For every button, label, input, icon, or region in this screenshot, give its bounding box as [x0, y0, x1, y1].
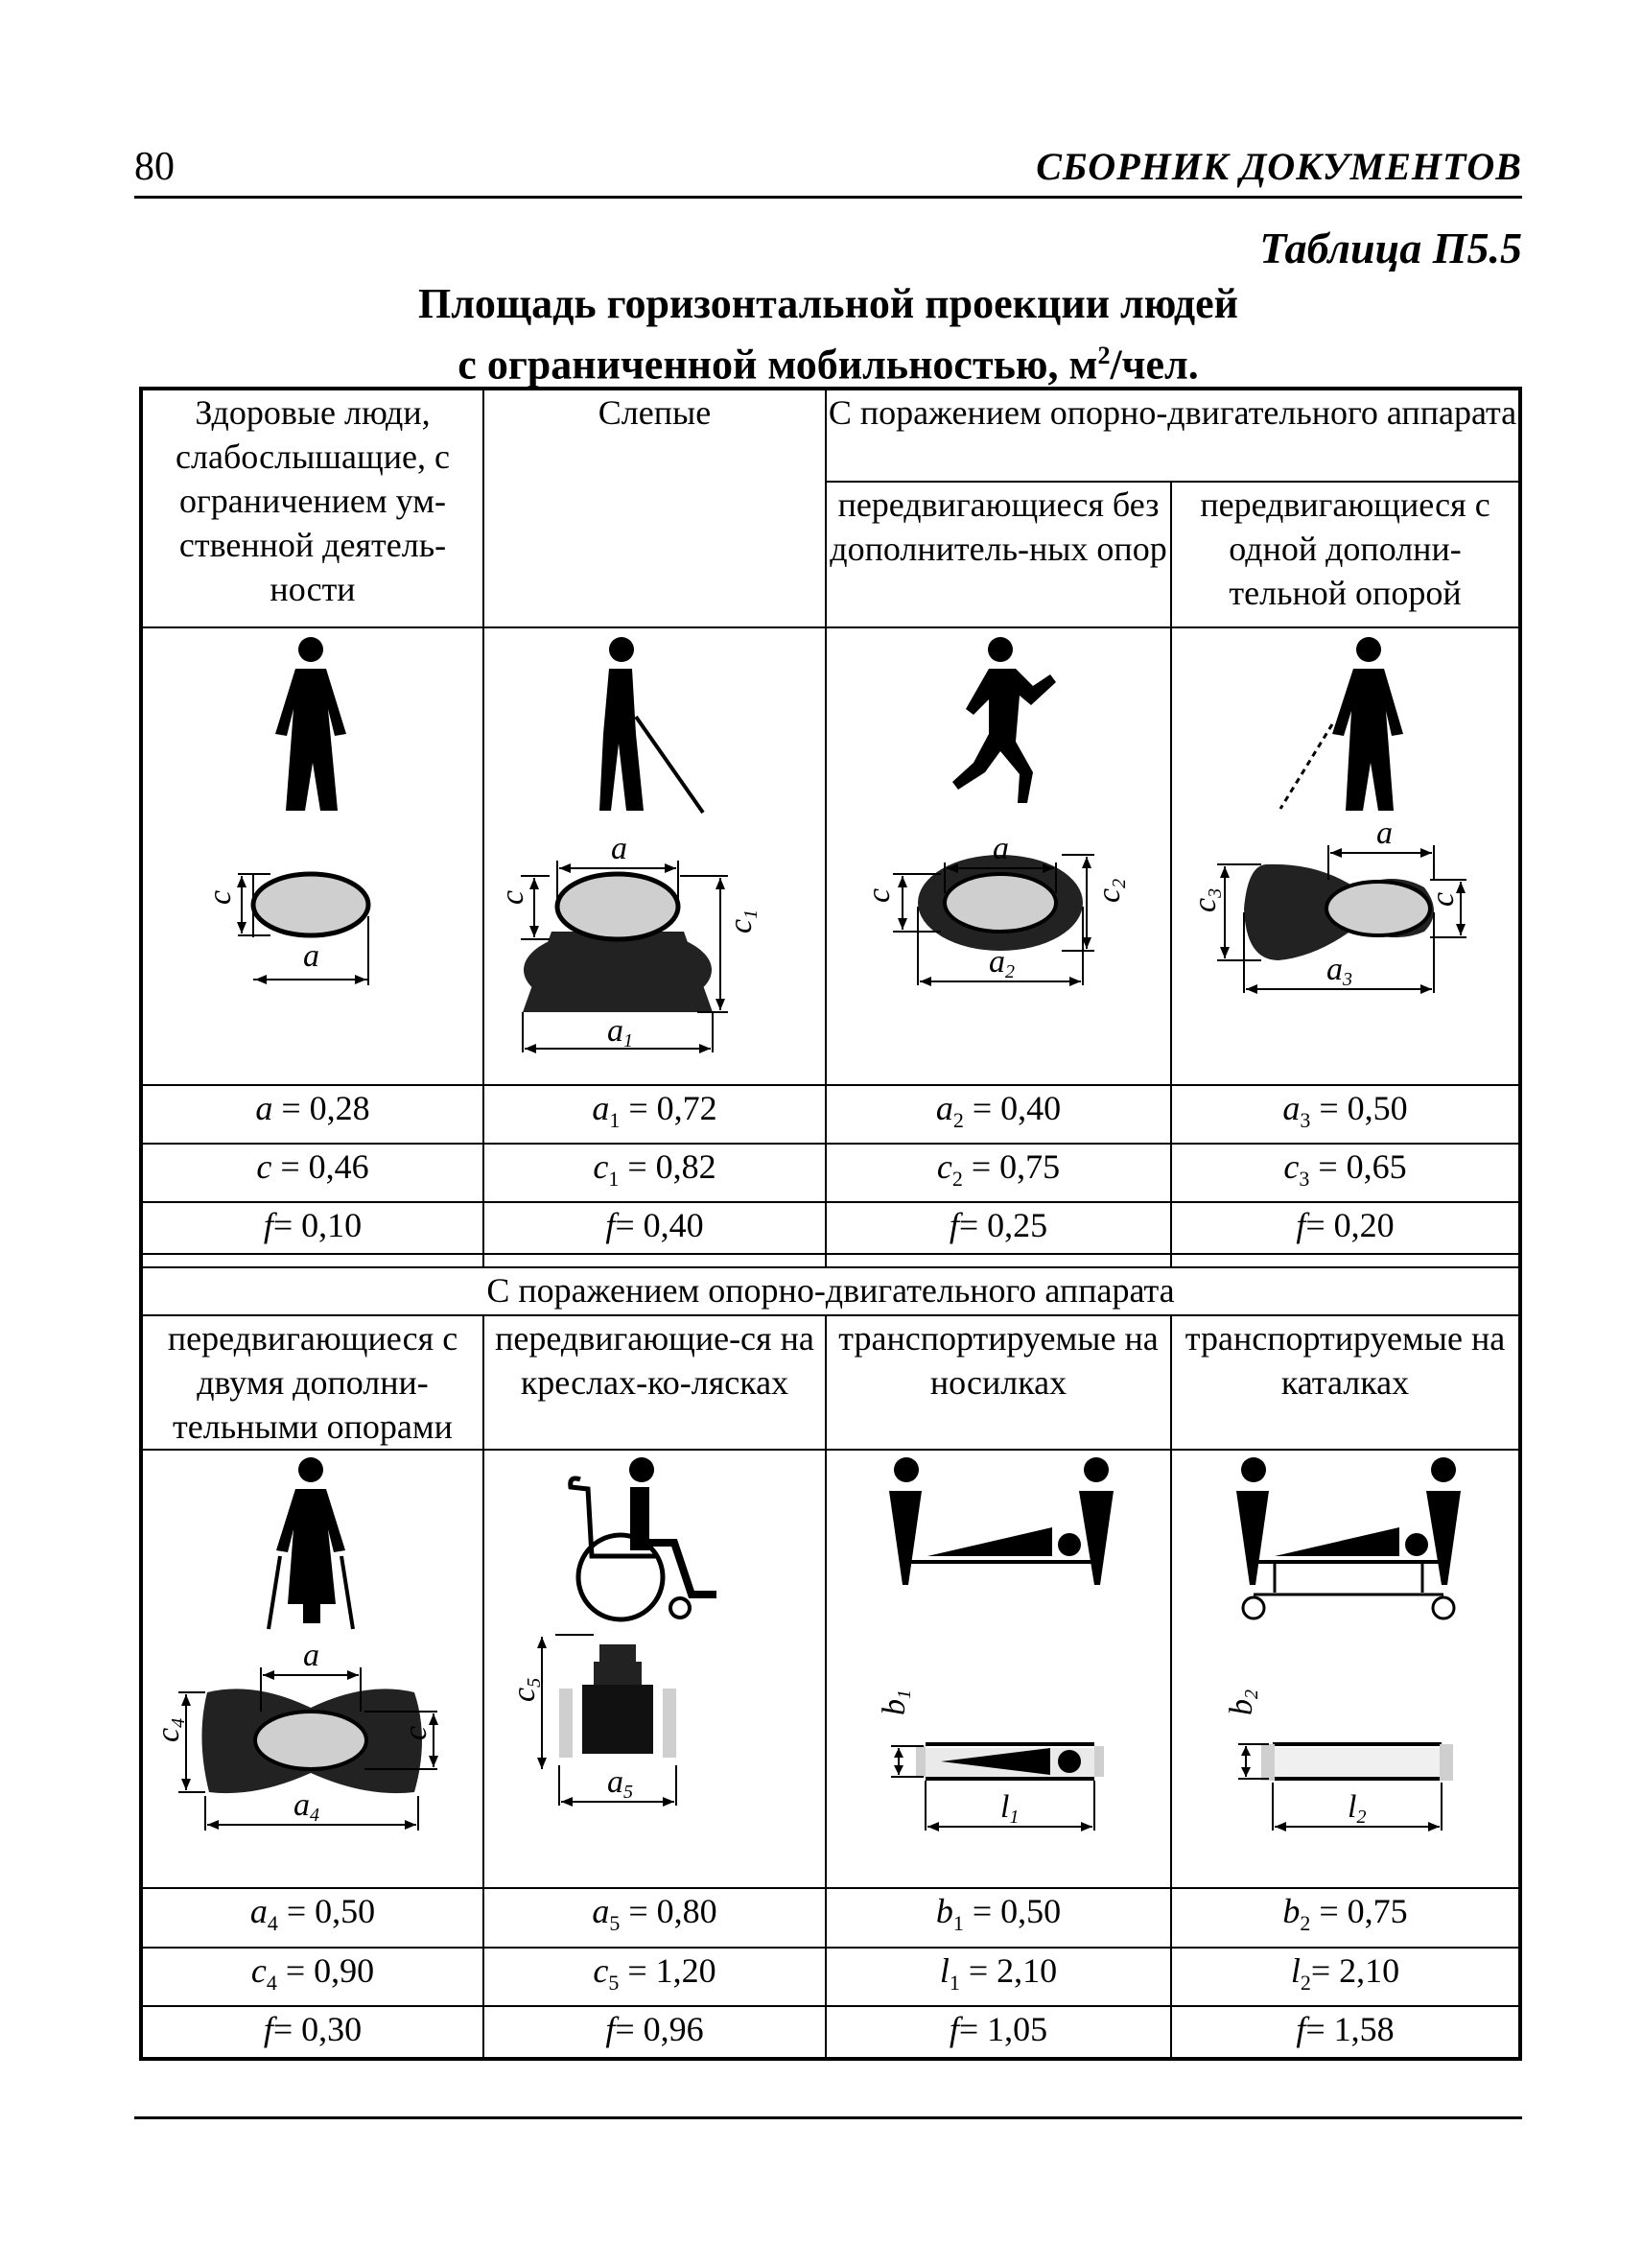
label-a4: a4: [293, 1787, 319, 1827]
label-c: c: [861, 887, 897, 903]
label-a2: a2: [989, 944, 1015, 982]
pic-one-support: [1171, 627, 1520, 1085]
head-icon: [894, 1457, 919, 1482]
stretcher-figure-diagram: [835, 1451, 1161, 1873]
label-a: a: [993, 831, 1009, 866]
table-row: [141, 1948, 1520, 2006]
person-icon: [276, 1489, 345, 1623]
person-icon: [1236, 1491, 1269, 1585]
label-c: c: [202, 889, 238, 905]
header-rule: [134, 196, 1522, 199]
table-title: [134, 278, 1522, 391]
head-icon: [298, 637, 323, 662]
head-icon: [298, 1457, 323, 1482]
header-gurney: транспортируемые на каталках: [1171, 1315, 1520, 1450]
table-row: [141, 2006, 1520, 2059]
two-supports-figure-diagram: [150, 1451, 476, 1873]
table-row: [141, 1144, 1520, 1202]
pic-gurney: [1171, 1450, 1520, 1888]
wheel-icon: [1243, 1597, 1264, 1618]
value-cell: $l_2= 2,10$: [1171, 1948, 1520, 2006]
label-a1: a1: [606, 1013, 633, 1051]
value-cell: f= 0,30: [141, 2006, 483, 2059]
label-a: a: [303, 938, 319, 974]
value-cell: $a_2 = 0,40$: [826, 1085, 1171, 1144]
ellipse-shape: [255, 1712, 366, 1769]
ellipse-shape: [557, 874, 678, 939]
head-icon: [1241, 1457, 1266, 1482]
value-cell: $a_3 = 0,50$: [1171, 1085, 1520, 1144]
header-no-support: передвигающиеся без дополнитель-ных опор: [826, 482, 1171, 627]
pic-wheelchair: [483, 1450, 826, 1888]
person-icon: [889, 1491, 922, 1585]
label-c4: c4: [151, 1718, 189, 1743]
crutch-icon: [269, 1556, 280, 1629]
title-superscript: 2: [1097, 342, 1111, 369]
ellipse-shape: [945, 874, 1056, 932]
one-support-figure-diagram: [1183, 628, 1509, 1070]
value-cell: $b_2 = 0,75$: [1171, 1888, 1520, 1947]
crutch-icon: [341, 1556, 353, 1629]
value-cell: $b_1 = 0,50$: [826, 1888, 1171, 1947]
title-tail: /чел.: [1110, 341, 1199, 389]
head-icon: [609, 637, 634, 662]
table-row: [141, 1085, 1520, 1144]
label-l2: l2: [1347, 1789, 1366, 1829]
table-label: Таблица П5.5: [1259, 224, 1522, 272]
pic-healthy: [141, 627, 483, 1085]
wheelchair-plan-shape: [599, 1644, 636, 1664]
title-line-1: Площадь горизонтальной проекции людей: [418, 280, 1238, 327]
pic-two-supports: [141, 1450, 483, 1888]
pic-stretcher: [826, 1450, 1171, 1888]
footer-rule: [134, 2116, 1522, 2119]
head-icon: [1356, 637, 1381, 662]
title-line-2: [134, 330, 1522, 391]
label-c5: c5: [505, 1678, 545, 1703]
value-cell: f= 0,40: [483, 1202, 826, 1254]
spacer-row: [141, 1254, 1520, 1267]
label-a5: a5: [606, 1764, 633, 1804]
title-line-2-text: с ограниченной мобильностью, м: [457, 341, 1098, 389]
blind-figure-diagram: [492, 628, 818, 1070]
ellipse-shape: [1326, 882, 1430, 935]
running-title: СБОРНИК ДОКУМЕНТОВ: [1036, 145, 1522, 188]
value-cell: f= 1,05: [826, 2006, 1171, 2059]
person-icon: [1426, 1491, 1461, 1585]
value-cell: $a_5 = 0,80$: [483, 1888, 826, 1947]
value-cell: $c_2 = 0,75$: [826, 1144, 1171, 1202]
head-icon: [988, 637, 1013, 662]
value-cell: c = 0,46: [141, 1144, 483, 1202]
value-cell: $a_1 = 0,72$: [483, 1085, 826, 1144]
label-c: c: [494, 889, 530, 905]
value-cell: $c_4 = 0,90$: [141, 1948, 483, 2006]
header-musculoskeletal: С поражением опорно-двигательного аппарата: [826, 389, 1520, 482]
label-l1: l1: [1000, 1789, 1020, 1829]
wheel-icon: [578, 1535, 663, 1619]
value-cell: f= 0,25: [826, 1202, 1171, 1254]
label-b1: b1: [877, 1689, 915, 1716]
person-icon: [275, 669, 346, 811]
label-c: c: [1424, 891, 1461, 907]
value-cell: a = 0,28: [141, 1085, 483, 1144]
label-c: c: [398, 1726, 434, 1741]
table-row: [141, 1888, 1520, 1947]
value-cell: f= 0,96: [483, 2006, 826, 2059]
cane-icon: [636, 717, 703, 813]
label-a: a: [1375, 815, 1393, 851]
label-c2: c2: [1091, 878, 1130, 903]
ellipse-shape: [253, 874, 368, 935]
value-cell: f= 0,20: [1171, 1202, 1520, 1254]
pic-no-support: [826, 627, 1171, 1085]
healthy-figure-diagram: [150, 628, 476, 1070]
header-two-supports: передвигающиеся с двумя дополни-тельными опорами: [141, 1315, 483, 1450]
label-c3: c3: [1186, 887, 1226, 912]
head-icon: [629, 1457, 654, 1482]
value-cell: f= 0,10: [141, 1202, 483, 1254]
value-cell: f= 1,58: [1171, 2006, 1520, 2059]
header-stretcher: транспортируемые на носилках: [826, 1315, 1171, 1450]
value-cell: $c_5 = 1,20$: [483, 1948, 826, 2006]
label-a3: a3: [1325, 952, 1352, 990]
gurney-figure-diagram: [1183, 1451, 1509, 1873]
person-icon: [952, 669, 1056, 803]
page-number: 80: [134, 145, 175, 189]
value-cell: $c_1 = 0,82$: [483, 1144, 826, 1202]
no-support-figure-diagram: [835, 628, 1161, 1070]
header-healthy: Здоровые люди, слабослышащие, с ограничением ум-ственной деятель-ности: [141, 389, 483, 627]
label-a: a: [610, 831, 627, 866]
table-row: [141, 1202, 1520, 1254]
wheel-icon: [1433, 1597, 1454, 1618]
data-table: [139, 387, 1522, 2061]
value-cell: $c_3 = 0,65$: [1171, 1144, 1520, 1202]
head-icon: [1431, 1457, 1456, 1482]
person-icon: [1332, 669, 1403, 811]
person-icon: [1079, 1491, 1114, 1585]
label-a: a: [303, 1638, 319, 1674]
value-cell: $a_4 = 0,50$: [141, 1888, 483, 1947]
header-blind: Слепые: [483, 389, 826, 627]
wheelchair-figure-diagram: [492, 1451, 818, 1873]
header-wheelchair: передвигающие-ся на креслах-ко-лясках: [483, 1315, 826, 1450]
person-icon: [599, 669, 644, 811]
label-c1: c1: [722, 909, 762, 933]
header-musculoskeletal-bottom: С поражением опорно-двигательного аппарата: [141, 1267, 1520, 1315]
header-one-support: передвигающиеся с одной дополни-тельной опорой: [1171, 482, 1520, 627]
pic-blind: [483, 627, 826, 1085]
value-cell: $l_1 = 2,10$: [826, 1948, 1171, 2006]
label-b2: b2: [1223, 1689, 1262, 1716]
head-icon: [1084, 1457, 1109, 1482]
crutch-icon: [1280, 724, 1332, 809]
